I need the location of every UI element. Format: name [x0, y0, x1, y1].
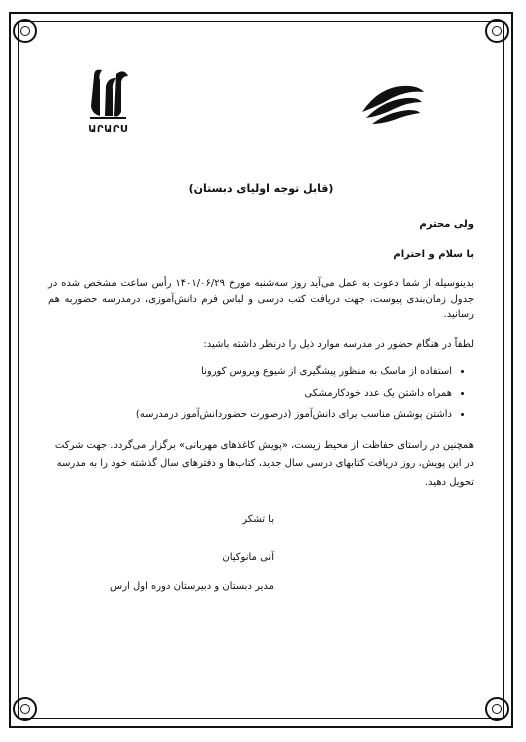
campaign-paragraph: همچنین در راستای حفاظت از محیط زیست، «پویش کاغذهای مهربانی» برگزار می‌گردد. جهت شرکت در این پویش، روز دریافت کتابهای درسی سال جدید، کتاب‌ها و دفترهای سال گذشته خود را به مدرسه تحویل دهید.: [54, 439, 474, 488]
greeting: با سلام و احترام: [393, 248, 474, 260]
instructions-intro: لطفاً در هنگام حضور در مدرسه موارد ذیل را درنظر داشته باشید:: [203, 338, 474, 350]
signer-role: مدیر دبستان و دبیرستان دوره اول ارس: [110, 581, 274, 593]
school-logo: [78, 66, 138, 136]
school-logo-text: ԱՐԱՐՍ: [88, 124, 128, 135]
invitation-paragraph: بدینوسیله از شما دعوت به عمل می‌آید روز سه‌شنبه مورخ ۱۴۰۱/۰۶/۲۹ رأس ساعت مشخص شده در جدول زمان‌بندی پیوست، جهت دریافت کتب درسی و لباس فرم دانش‌آموزی، درمدرسه حضوربه هم رسانید.: [48, 278, 474, 321]
letter-body: [48, 180, 474, 595]
school-logo-icon: [78, 66, 138, 124]
list-item: • داشتن پوشش مناسب برای دانش‌آموز (درصورت حضوردانش‌آموز درمدرسه): [48, 407, 452, 423]
ministry-logo-icon: [358, 82, 428, 127]
salutation: ولی محترم: [419, 219, 474, 231]
list-item: • همراه داشتن یک عدد خودکارمشکی: [48, 386, 452, 402]
ministry-logo: [358, 82, 428, 127]
list-item: • استفاده از ماسک به منظور پیشگیری از شیوع ویروس کورونا: [48, 364, 452, 380]
requirements-list: [48, 364, 474, 423]
signer-name: آنی مانوکیان: [222, 551, 274, 563]
closing: با تشکر: [242, 514, 274, 526]
letter-title: (قابل توجه اولیای دبستان): [188, 182, 334, 195]
